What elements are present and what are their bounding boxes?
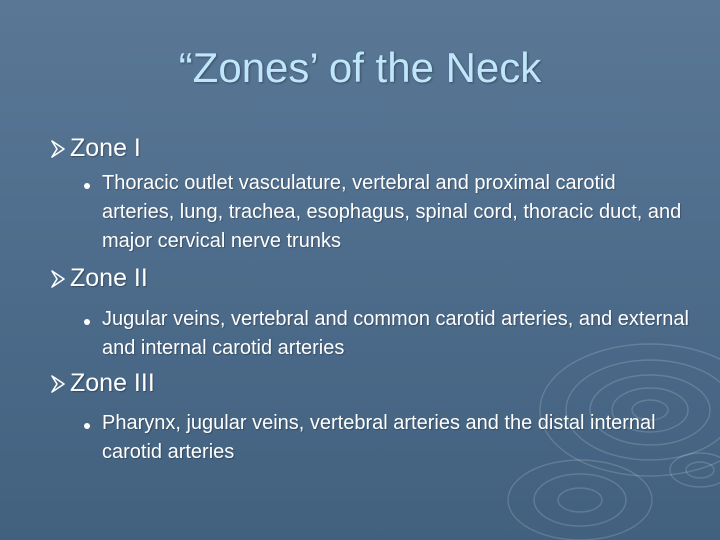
arrowhead-bullet-icon — [48, 268, 70, 290]
zone-item — [48, 369, 688, 463]
dot-bullet-icon — [84, 423, 90, 429]
zone-item — [48, 264, 689, 359]
zone-item — [48, 134, 688, 252]
zone-description: Jugular veins, vertebral and common carotid arteries, and external and internal carotid arteries — [102, 308, 689, 359]
slide-title: “Zones’ of the Neck — [178, 44, 542, 91]
zone-label: Zone III — [70, 369, 155, 397]
zone-label: Zone I — [70, 134, 141, 162]
arrowhead-bullet-icon — [48, 373, 70, 395]
dot-bullet-icon — [84, 319, 90, 325]
zone-description: Pharynx, jugular veins, vertebral arteries and the distal internal carotid arteries — [102, 412, 656, 463]
zone-label: Zone II — [70, 264, 148, 292]
dot-bullet-icon — [84, 183, 90, 189]
zone-description: Thoracic outlet vasculature, vertebral and proximal carotid arteries, lung, trachea, esophagus, spinal cord, thoracic duct, and major cervical nerve trunks — [102, 172, 682, 252]
arrowhead-bullet-icon — [48, 138, 70, 160]
